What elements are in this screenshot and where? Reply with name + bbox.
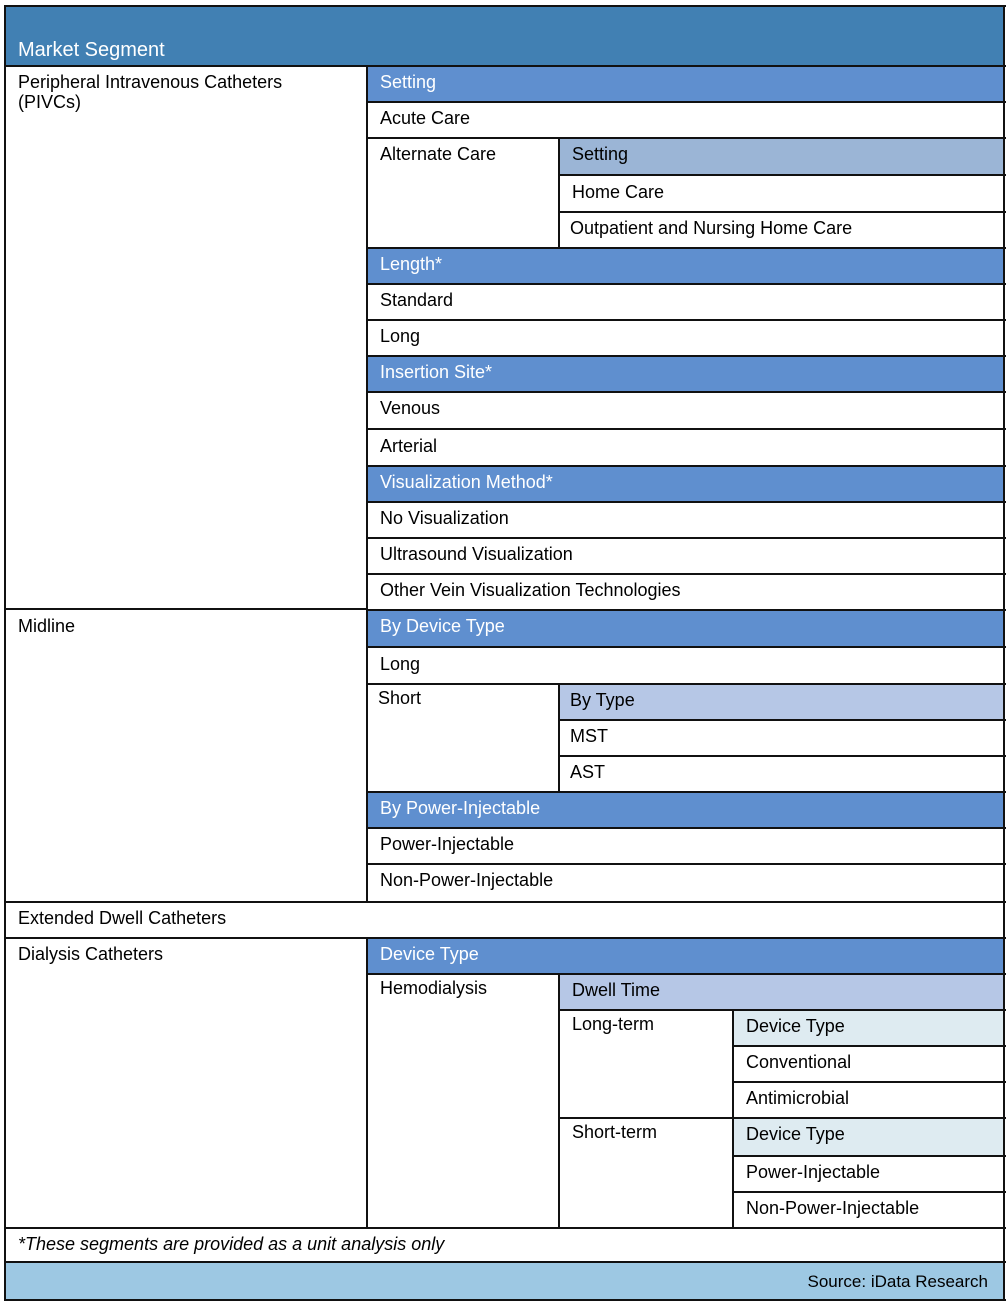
pivc-alternate-care: Alternate Care	[380, 144, 497, 164]
midline-non-power-injectable: Non-Power-Injectable	[380, 870, 554, 890]
segment-dialysis: Dialysis Catheters	[18, 944, 164, 964]
midline-short: Short	[378, 688, 422, 708]
midline-power-header: By Power-Injectable	[368, 792, 1004, 828]
source-label: Source: iData Research	[807, 1272, 988, 1291]
pivc-other-visualization: Other Vein Visualization Technologies	[380, 580, 681, 600]
segment-pivc: Peripheral Intravenous Catheters (PIVCs)	[18, 72, 283, 112]
pivc-outpatient: Outpatient and Nursing Home Care	[570, 218, 853, 238]
pivc-acute-care: Acute Care	[380, 108, 471, 128]
footnote: *These segments are provided as a unit analysis only	[18, 1234, 445, 1254]
dialysis-antimicrobial: Antimicrobial	[746, 1088, 850, 1108]
midline-power-injectable: Power-Injectable	[380, 834, 515, 854]
pivc-alt-setting-header: Setting	[560, 138, 1004, 174]
pivc-length-header: Length*	[368, 248, 1004, 284]
midline-long: Long	[380, 654, 421, 674]
segment-extended-dwell: Extended Dwell Catheters	[18, 908, 227, 928]
pivc-no-visualization: No Visualization	[380, 508, 509, 528]
dialysis-device-type-header: Device Type	[368, 938, 1004, 974]
dialysis-long-term: Long-term	[572, 1014, 655, 1034]
midline-device-type-header: By Device Type	[368, 610, 1004, 646]
dialysis-short-device-type-header: Device Type	[734, 1118, 1004, 1156]
pivc-setting-header: Setting	[368, 66, 1004, 102]
dialysis-dwell-time-header: Dwell Time	[560, 974, 1004, 1010]
table-title-bar	[6, 6, 1004, 66]
segment-midline: Midline	[18, 616, 76, 636]
pivc-long: Long	[380, 326, 421, 346]
pivc-visualization-header: Visualization Method*	[368, 466, 1004, 502]
source-bar	[6, 1262, 1004, 1300]
pivc-standard: Standard	[380, 290, 454, 310]
dialysis-long-device-type-header: Device Type	[734, 1010, 1004, 1046]
dialysis-conventional: Conventional	[746, 1052, 852, 1072]
dialysis-short-term: Short-term	[572, 1122, 658, 1142]
midline-mst: MST	[570, 726, 608, 746]
pivc-home-care: Home Care	[572, 182, 665, 202]
table-title: Market Segment	[18, 39, 165, 61]
pivc-insertion-header: Insertion Site*	[368, 356, 1004, 392]
dialysis-power-injectable: Power-Injectable	[746, 1162, 881, 1182]
dialysis-non-power-injectable: Non-Power-Injectable	[746, 1198, 920, 1218]
midline-by-type-header: By Type	[560, 684, 1004, 720]
midline-ast: AST	[570, 762, 606, 782]
pivc-ultrasound-visualization: Ultrasound Visualization	[380, 544, 573, 564]
pivc-venous: Venous	[380, 398, 441, 418]
pivc-arterial: Arterial	[380, 436, 438, 456]
dialysis-hemodialysis: Hemodialysis	[380, 978, 488, 998]
